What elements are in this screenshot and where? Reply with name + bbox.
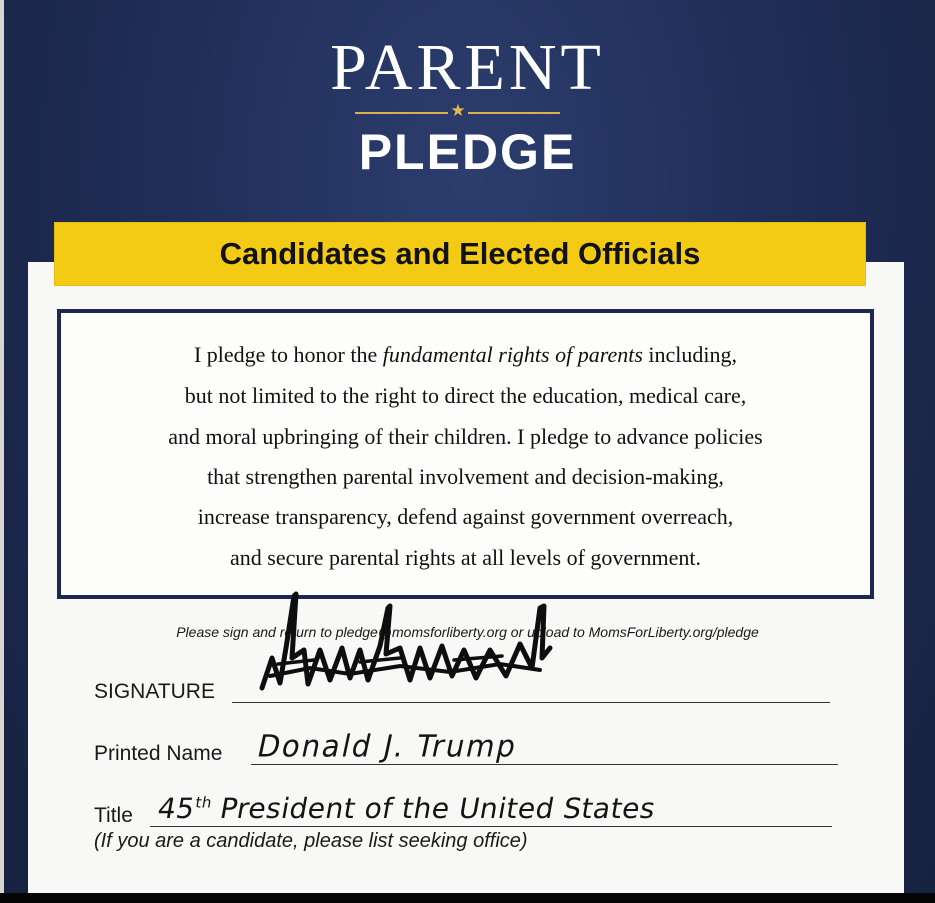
pledge-line-2: but not limited to the right to direct the education, medical care, — [184, 383, 747, 408]
title-value-number: 45 — [155, 792, 198, 825]
title-note: (If you are a candidate, please list seeking office) — [94, 830, 528, 852]
return-instructions: Please sign and return to pledge@momsforliberty.org or upload to MomsForLiberty.org/pledge — [176, 624, 759, 640]
pledge-line-6: and secure parental rights at all levels of government. — [230, 545, 701, 570]
pledge-line-1-end: including, — [642, 342, 738, 367]
pledge-line-5: increase transparency, defend against government overreach, — [197, 504, 734, 529]
pledge-statement-box — [57, 309, 874, 599]
star-icon: ★ — [450, 101, 466, 120]
bottom-border — [0, 893, 935, 903]
pledge-line-1-start: I pledge to honor the — [193, 342, 383, 367]
banner-text: Candidates and Elected Officials — [219, 236, 701, 271]
handwritten-signature — [250, 588, 560, 718]
header-divider-right — [468, 112, 560, 114]
printed-name-value: Donald J. Trump — [254, 728, 522, 764]
header-title: PARENT — [330, 31, 605, 104]
pledge-line-1 — [61, 341, 870, 369]
audience-banner — [54, 222, 866, 286]
header-subtitle: PLEDGE — [358, 124, 577, 180]
title-value-ordinal: th — [194, 793, 214, 812]
printed-name-label: Printed Name — [94, 742, 223, 765]
signature-label: SIGNATURE — [94, 680, 215, 703]
title-line — [150, 826, 832, 827]
header-divider-left — [355, 112, 448, 114]
pledge-line-4: that strengthen parental involvement and decision-making, — [207, 464, 724, 489]
pledge-line-3: and moral upbringing of their children. I pledge to advance policies — [168, 424, 763, 449]
title-value — [155, 792, 658, 825]
title-label: Title — [94, 804, 133, 827]
pledge-emphasis: fundamental rights of parents — [382, 342, 643, 367]
printed-name-line — [251, 764, 838, 765]
title-value-text: President of the United States — [208, 792, 659, 825]
